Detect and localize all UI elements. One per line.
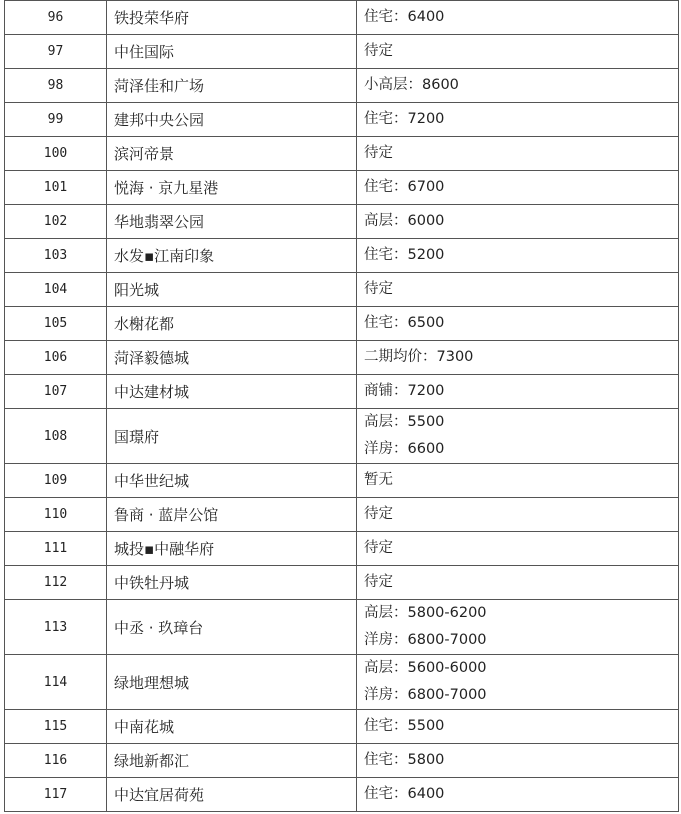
row-number: 99 (5, 103, 107, 137)
row-number: 117 (5, 778, 107, 812)
table-body (5, 1, 679, 812)
project-name: 中住国际 (107, 35, 357, 69)
table-row (5, 171, 679, 205)
table-row (5, 69, 679, 103)
table-row (5, 498, 679, 532)
price-line: 待定 (364, 574, 393, 590)
price-cell (357, 137, 679, 171)
row-number: 100 (5, 137, 107, 171)
price-line: 待定 (364, 281, 393, 297)
price-cell (357, 655, 679, 710)
price-line: 高层：5800-6200 (364, 605, 487, 621)
row-number: 98 (5, 69, 107, 103)
price-line: 暂无 (364, 472, 393, 488)
row-number: 102 (5, 205, 107, 239)
price-cell (357, 778, 679, 812)
table-row (5, 655, 679, 710)
table-row (5, 375, 679, 409)
price-line: 商铺：7200 (364, 383, 445, 399)
price-line: 待定 (364, 506, 393, 522)
price-cell (357, 171, 679, 205)
project-name: 水榭花都 (107, 307, 357, 341)
price-cell (357, 205, 679, 239)
project-name: 华地翡翠公园 (107, 205, 357, 239)
price-line: 住宅：6700 (364, 179, 445, 195)
row-number: 104 (5, 273, 107, 307)
row-number: 96 (5, 1, 107, 35)
project-name: 绿地新都汇 (107, 744, 357, 778)
price-line: 洋房：6800-7000 (364, 687, 487, 703)
row-number: 111 (5, 532, 107, 566)
price-line: 小高层：8600 (364, 77, 459, 93)
table-row (5, 532, 679, 566)
project-name: 城投▪中融华府 (107, 532, 357, 566)
price-cell (357, 1, 679, 35)
table-row (5, 409, 679, 464)
table-row (5, 307, 679, 341)
table-row (5, 341, 679, 375)
price-line: 住宅：6400 (364, 786, 445, 802)
project-name: 鲁商 · 蓝岸公馆 (107, 498, 357, 532)
price-cell (357, 375, 679, 409)
row-number: 105 (5, 307, 107, 341)
row-number: 108 (5, 409, 107, 464)
price-cell (357, 341, 679, 375)
table-row (5, 273, 679, 307)
price-cell (357, 273, 679, 307)
price-cell (357, 744, 679, 778)
price-line: 住宅：5800 (364, 752, 445, 768)
price-line: 住宅：6400 (364, 9, 445, 25)
project-name: 悦海 · 京九星港 (107, 171, 357, 205)
row-number: 116 (5, 744, 107, 778)
row-number: 107 (5, 375, 107, 409)
row-number: 101 (5, 171, 107, 205)
table-row (5, 239, 679, 273)
table-row (5, 137, 679, 171)
table-row (5, 464, 679, 498)
price-line: 洋房：6800-7000 (364, 632, 487, 648)
price-line: 待定 (364, 43, 393, 59)
project-name: 阳光城 (107, 273, 357, 307)
row-number: 106 (5, 341, 107, 375)
price-line: 高层：6000 (364, 213, 445, 229)
table-row (5, 566, 679, 600)
project-name: 中达建材城 (107, 375, 357, 409)
price-line: 住宅：6500 (364, 315, 445, 331)
price-cell (357, 600, 679, 655)
price-cell (357, 35, 679, 69)
price-line: 高层：5500 (364, 414, 445, 430)
row-number: 110 (5, 498, 107, 532)
price-cell (357, 409, 679, 464)
project-name: 菏泽毅德城 (107, 341, 357, 375)
project-name: 中达宜居荷苑 (107, 778, 357, 812)
row-number: 115 (5, 710, 107, 744)
project-name: 绿地理想城 (107, 655, 357, 710)
price-line: 待定 (364, 540, 393, 556)
row-number: 103 (5, 239, 107, 273)
price-cell (357, 464, 679, 498)
project-name: 中南花城 (107, 710, 357, 744)
table-row (5, 35, 679, 69)
price-cell (357, 103, 679, 137)
price-cell (357, 710, 679, 744)
price-cell (357, 69, 679, 103)
project-name: 中铁牡丹城 (107, 566, 357, 600)
project-name: 水发▪江南印象 (107, 239, 357, 273)
table-row (5, 600, 679, 655)
price-cell (357, 498, 679, 532)
project-name: 中丞 · 玖璋台 (107, 600, 357, 655)
project-name: 滨河帝景 (107, 137, 357, 171)
table-row (5, 778, 679, 812)
project-name: 菏泽佳和广场 (107, 69, 357, 103)
table-row (5, 103, 679, 137)
project-name: 建邦中央公园 (107, 103, 357, 137)
price-line: 住宅：5200 (364, 247, 445, 263)
property-price-table (4, 0, 679, 812)
table-row (5, 1, 679, 35)
row-number: 113 (5, 600, 107, 655)
table-row (5, 205, 679, 239)
price-line: 待定 (364, 145, 393, 161)
row-number: 112 (5, 566, 107, 600)
price-line: 住宅：7200 (364, 111, 445, 127)
price-cell (357, 566, 679, 600)
table-row (5, 710, 679, 744)
price-line: 洋房：6600 (364, 441, 445, 457)
price-cell (357, 307, 679, 341)
price-line: 高层：5600-6000 (364, 660, 487, 676)
row-number: 109 (5, 464, 107, 498)
price-cell (357, 239, 679, 273)
project-name: 中华世纪城 (107, 464, 357, 498)
row-number: 97 (5, 35, 107, 69)
table-row (5, 744, 679, 778)
row-number: 114 (5, 655, 107, 710)
project-name: 铁投荣华府 (107, 1, 357, 35)
project-name: 国璟府 (107, 409, 357, 464)
price-line: 住宅：5500 (364, 718, 445, 734)
price-line: 二期均价：7300 (364, 349, 474, 365)
price-cell (357, 532, 679, 566)
